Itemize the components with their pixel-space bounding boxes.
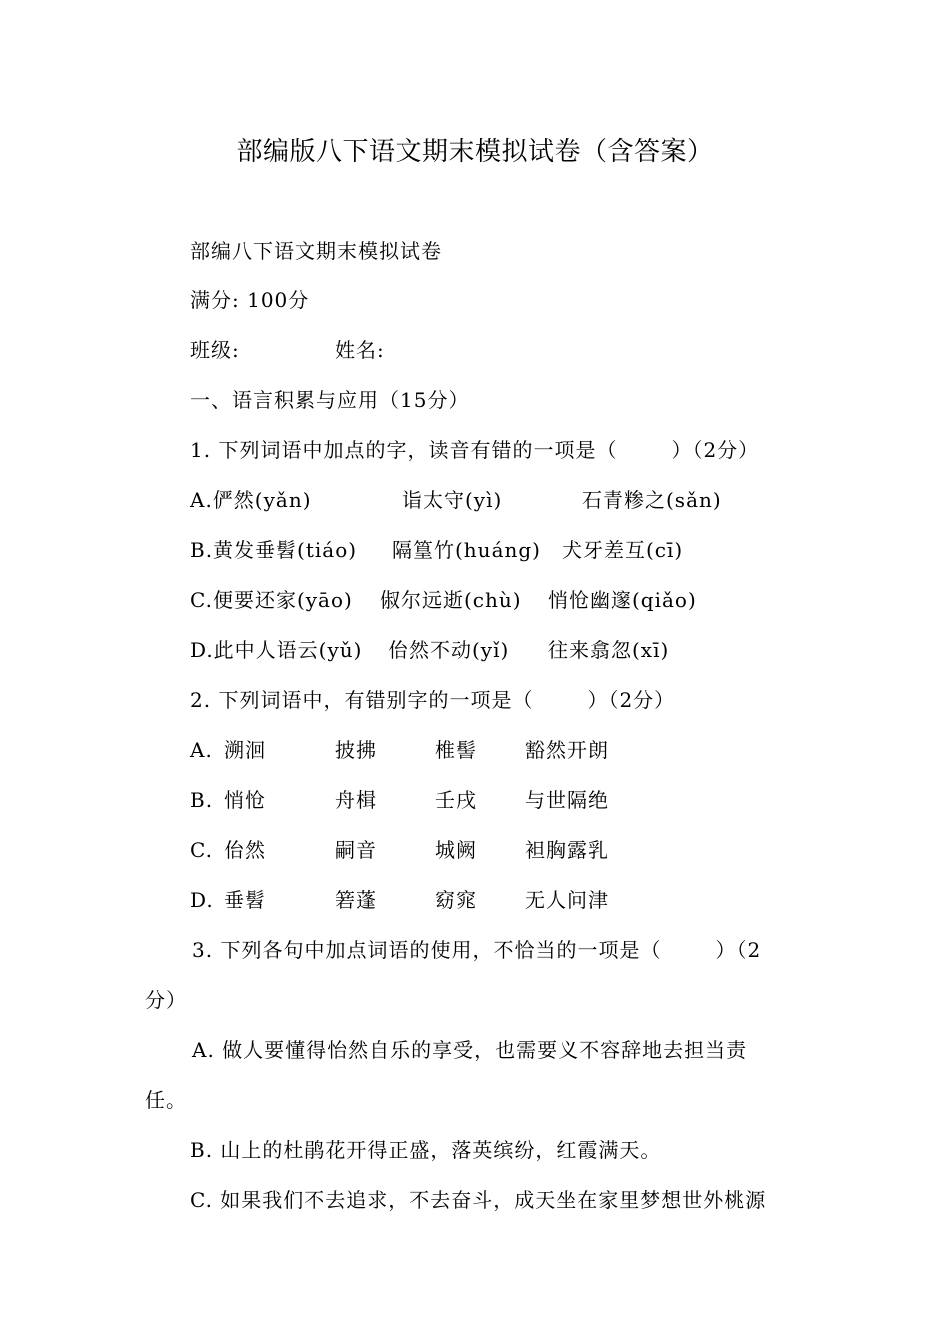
q1-option-d-item-1: D.此中人语云(yǔ) (190, 638, 363, 662)
q1-option-c-item-1: C.便要还家(yāo) (190, 588, 353, 612)
q3-option-a-line-1: A. 做人要懂得怡然自乐的享受，也需要义不容辞地去担当责 (192, 1038, 748, 1062)
q1-option-a-item-1: A.俨然(yǎn) (190, 488, 312, 512)
question-1-score: ）（2分） (671, 438, 760, 462)
question-1-stem-text: 1. 下列词语中加点的字，读音有错的一项是（ (190, 438, 618, 462)
q2-option-c-word-4: 袒胸露乳 (525, 838, 609, 862)
question-3-score: ）（2 (715, 938, 762, 962)
q3-option-b: B. 山上的杜鹃花开得正盛，落英缤纷，红霞满天。 (190, 1138, 662, 1162)
q2-option-a-word-3: 椎髻 (435, 738, 477, 762)
question-2-score: ）（2分） (587, 688, 676, 712)
q2-option-b-word-3: 壬戌 (435, 788, 477, 812)
q1-option-c-item-2: 俶尔远逝(chù) (380, 588, 522, 612)
q2-option-d-word-4: 无人问津 (525, 888, 609, 912)
document-title: 部编版八下语文期末模拟试卷（含答案） (236, 137, 714, 167)
q2-option-c-word-3: 城阙 (435, 838, 477, 862)
q1-option-c-item-3: 悄怆幽邃(qiǎo) (548, 588, 697, 612)
exam-subtitle: 部编八下语文期末模拟试卷 (190, 239, 442, 263)
section-heading: 一、语言积累与应用（15分） (190, 388, 470, 412)
question-3-stem (192, 935, 761, 965)
q2-option-d-word-2: 箬蓬 (335, 888, 377, 912)
question-2-stem (190, 685, 675, 715)
q2-option-a-letter: A. (190, 738, 213, 762)
question-1-stem (190, 435, 759, 465)
question-3-stem-text: 3. 下列各句中加点词语的使用，不恰当的一项是（ (192, 938, 662, 962)
q2-option-c-word-2: 嗣音 (335, 838, 377, 862)
q2-option-a-word-2: 披拂 (335, 738, 377, 762)
q2-option-b-word-4: 与世隔绝 (525, 788, 609, 812)
q1-option-a-item-2: 诣太守(yì) (402, 488, 503, 512)
question-2-stem-text: 2. 下列词语中，有错别字的一项是（ (190, 688, 534, 712)
q3-option-c: C. 如果我们不去追求，不去奋斗，成天坐在家里梦想世外桃源 (190, 1188, 767, 1212)
class-label: 班级: (190, 338, 240, 362)
full-score: 满分: 100分 (190, 288, 310, 312)
q2-option-d-letter: D. (190, 888, 214, 912)
q1-option-b-item-3: 犬牙差互(cī) (562, 538, 684, 562)
q2-option-a-word-4: 豁然开朗 (525, 738, 609, 762)
q1-option-d-item-2: 佁然不动(yǐ) (388, 638, 510, 662)
q3-option-a-line-2: 任。 (145, 1088, 187, 1112)
name-label: 姓名: (335, 338, 385, 362)
q2-option-a-word-1: 溯洄 (224, 738, 266, 762)
q1-option-b-item-2: 隔篁竹(huáng) (392, 538, 541, 562)
q2-option-d-word-1: 垂髫 (224, 888, 266, 912)
question-3-stem-cont: 分） (145, 988, 187, 1012)
q2-option-b-word-2: 舟楫 (335, 788, 377, 812)
q2-option-b-word-1: 悄怆 (224, 788, 266, 812)
q2-option-c-letter: C. (190, 838, 213, 862)
q2-option-c-word-1: 佁然 (224, 838, 266, 862)
q1-option-d-item-3: 往来翕忽(xī) (548, 638, 670, 662)
q1-option-a-item-3: 石青糁之(sǎn) (582, 488, 722, 512)
q1-option-b-item-1: B.黄发垂髫(tiáo) (190, 538, 358, 562)
q2-option-d-word-3: 窈窕 (435, 888, 477, 912)
q2-option-b-letter: B. (190, 788, 214, 812)
